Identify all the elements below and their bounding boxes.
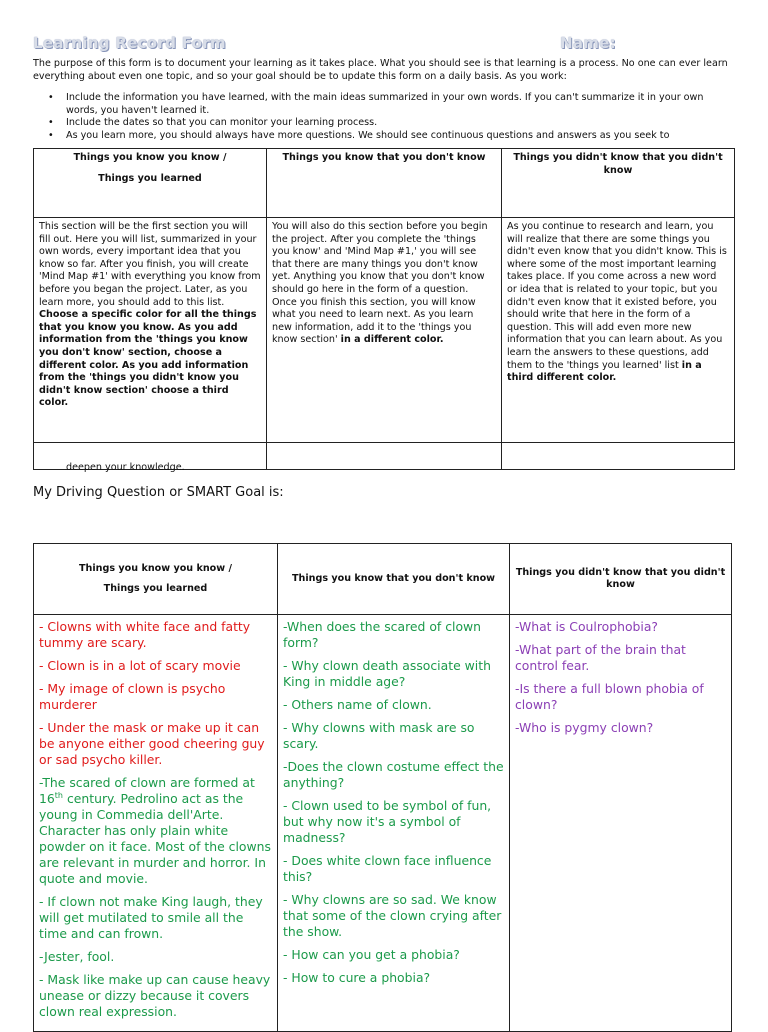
entry-question: - Clown used to be symbol of fun, but why now it's a symbol of madness? [283, 798, 492, 845]
entry-learned: - If clown not make King laugh, they will get mutilated to smile all the time and can frown. [39, 894, 263, 941]
entry-known: - Clown is in a lot of scary movie [39, 658, 241, 673]
header-unknown-unknown: Things you didn't know that you didn't know [510, 544, 732, 615]
entry-question: - Does white clown face influence this? [283, 853, 492, 884]
entry-known: - Under the mask or make up it can be anyone either good cheering guy or sad psycho killer. [39, 720, 265, 767]
entry-new-question: -Who is pygmy clown? [515, 720, 654, 735]
header-known-unknown: Things you know that you don't know [278, 544, 510, 615]
entry-question: - How to cure a phobia? [283, 970, 431, 985]
instructions-table [33, 148, 735, 470]
name-label: Name: [560, 34, 616, 52]
instruction-item: • Include the information you have learned, with the main ideas summarized in your own words. If you can't summarize it in your own words, you haven't learned it. [48, 92, 728, 117]
header-known [34, 149, 267, 218]
instruction-text: As you continue to research and learn, you will realize that there are some things you didn't even know that you didn't know. This is where some of the most important learning takes place. If you come across a new word or idea that is related to your topic, but you didn't even know that it existed before, you should write that here in the form of a question. This will add even more new information that you can learn about. As you learn the answers to these questions, add them to the 'things you learned' list [507, 221, 727, 371]
header-known-line1: Things you know you know / [79, 563, 232, 574]
learning-record-table [33, 543, 732, 1032]
entry-new-question: -What part of the brain that control fear. [515, 642, 686, 673]
header-known [34, 544, 278, 615]
empty-cell [267, 443, 502, 470]
entry-text: century. Pedrolino act as the young in Commedia dell'Arte. Character has only plain white powder on it face. Most of the clowns are relevant in murder and horror. In quote and movie. [39, 791, 271, 886]
intro-paragraph: The purpose of this form is to document your learning as it takes place. What you should see is that learning is a process. No one can ever learn everything about even one topic, and so your goal should be to update this form on a daily basis. As you work: [33, 58, 728, 82]
driving-question-label: My Driving Question or SMART Goal is: [33, 485, 284, 500]
header-known-line2: Things you learned [98, 172, 202, 184]
instruction-cell-unknown-unknown [502, 218, 735, 443]
entry-known: - My image of clown is psycho murderer [39, 681, 226, 712]
entry-learned: - Mask like make up can cause heavy unease or dizzy because it covers clown real expression. [39, 972, 271, 1019]
known-column [34, 615, 278, 1032]
instruction-bold: in a third different color. [507, 359, 702, 384]
instruction-text: This section will be the first section you will fill out. Here you will list, summarized in your own words, every important idea that you know so far. After you finish, you will create 'Mind Map #1' with everything you know from before you began the project. Later, as you learn more, you should add to this list. [39, 221, 261, 308]
superscript: th [54, 790, 63, 800]
instruction-bold: Choose a specific color for all the things that you know you know. As you add information from the 'things you know you don't know' section, choose a different color. As you add information from the 'things you didn't know you didn't know section' choose a third color. [39, 309, 257, 409]
entry-question: -Does the clown costume effect the anything? [283, 759, 504, 790]
instruction-cell-known [34, 218, 267, 443]
instruction-item: • As you learn more, you should always have more questions. We should see continuous questions and answers as you seek to [48, 130, 728, 143]
entry-question: - Why clowns with mask are so scary. [283, 720, 475, 751]
header-unknown-unknown: Things you didn't know that you didn't know [502, 149, 735, 218]
unknown-unknown-column [510, 615, 732, 1032]
instruction-cell-known-unknown [267, 218, 502, 443]
instruction-text: You will also do this section before you begin the project. After you complete the 'things you know' and 'Mind Map #1,' you will see that there are many things you don't know yet. Anything you know that you don't know should go here in the form of a question. Once you finish this section, you will know what you need to learn next. As you learn new information, add it to the 'things you know section' [272, 221, 488, 346]
entry-question: - Others name of clown. [283, 697, 432, 712]
entry-new-question: -What is Coulrophobia? [515, 619, 659, 634]
header-known-line2: Things you learned [103, 582, 208, 594]
entry-question: - Why clowns are so sad. We know that some of the clown crying after the show. [283, 892, 502, 939]
entry-learned [39, 775, 272, 887]
header-known-line1: Things you know you know / [73, 152, 227, 163]
entry-question: - Why clown death associate with King in middle age? [283, 658, 491, 689]
instruction-item: • Include the dates so that you can monitor your learning process. [48, 117, 728, 130]
entry-question: -When does the scared of clown form? [283, 619, 482, 650]
entry-new-question: -Is there a full blown phobia of clown? [515, 681, 704, 712]
form-title: Learning Record Form [33, 34, 226, 52]
instruction-list [48, 92, 728, 142]
entry-question: - How can you get a phobia? [283, 947, 460, 962]
entry-text: -The scared of clown are formed at 16 [39, 775, 255, 806]
bullet-continuation: deepen your knowledge. [66, 462, 185, 473]
empty-cell [502, 443, 735, 470]
header-known-unknown: Things you know that you don't know [267, 149, 502, 218]
entry-learned: -Jester, fool. [39, 949, 115, 964]
instruction-bold: in a different color. [340, 334, 444, 346]
entry-known: - Clowns with white face and fatty tummy are scary. [39, 619, 251, 650]
known-unknown-column [278, 615, 510, 1032]
